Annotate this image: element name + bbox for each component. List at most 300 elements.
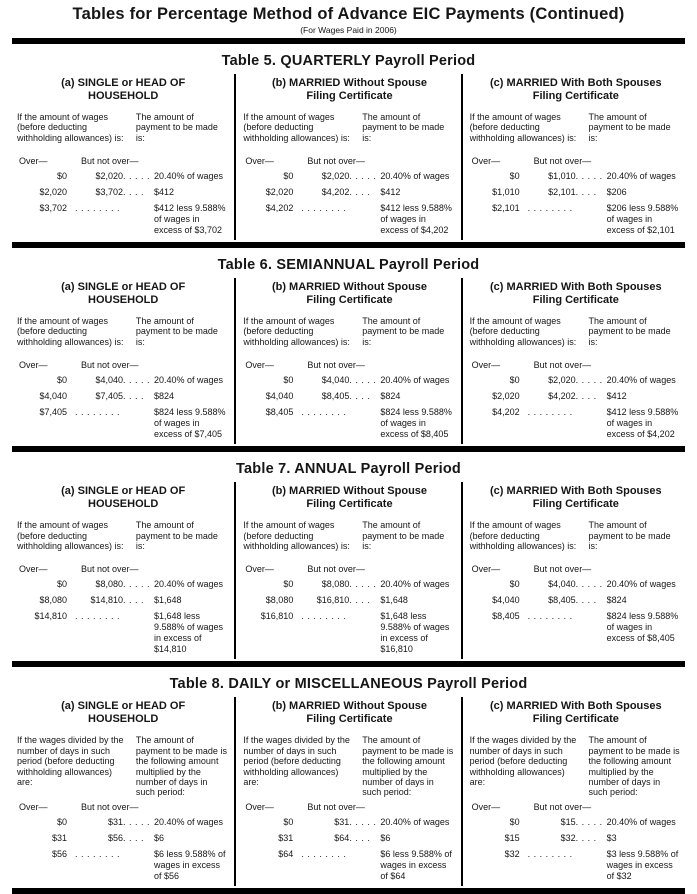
over-amount: $64 <box>278 848 294 859</box>
but-not-over-amount: $2,020 <box>548 375 576 386</box>
but-not-over-cell <box>520 391 604 402</box>
over-amount: $7,405 <box>39 407 67 418</box>
panel-heading-line2: HOUSEHOLD <box>88 294 159 307</box>
panel-heading <box>470 77 682 103</box>
but-not-over-column-label: But not over— <box>81 564 139 575</box>
dot-leader: . . . . . . . . <box>75 203 121 214</box>
payment-amount: $1,648 <box>154 595 182 606</box>
rate-row <box>17 203 229 236</box>
table-title: Table 5. QUARTERLY Payroll Period <box>221 53 476 69</box>
payment-amount: 20.40% of wages <box>380 816 450 827</box>
over-column-label: Over— <box>245 801 274 812</box>
but-not-over-column-label: But not over— <box>307 801 365 812</box>
dot-leader: . . . . . <box>349 579 377 590</box>
but-not-over-amount: $4,202 <box>321 187 350 198</box>
rate-row <box>243 391 455 402</box>
but-not-over-amount: $8,405 <box>548 595 576 606</box>
payment-condition-label: The amount of payment to be made is: <box>588 316 671 347</box>
payment-condition-label: The amount of payment to be made is the following amount multiplied by the number of days in such period: <box>135 735 227 798</box>
wages-condition-label: If the amount of wages (before deducting withholding allowances) is: <box>17 316 124 347</box>
section-rule-bar <box>12 446 685 452</box>
rate-row <box>17 833 229 844</box>
rate-row <box>470 595 682 606</box>
panel-heading-line1: (a) SINGLE or HEAD OF <box>61 281 186 294</box>
payment-amount: 20.40% of wages <box>606 579 676 590</box>
dot-leader: . . . . . <box>349 816 377 827</box>
over-amount: $0 <box>56 816 67 827</box>
but-not-over-cell <box>293 375 377 386</box>
payment-condition-label: The amount of payment to be made is the following amount multiplied by the number of days in such period: <box>362 735 454 798</box>
payment-condition-label: The amount of payment to be made is: <box>588 111 671 143</box>
but-not-over-amount: $4,202 <box>548 391 576 402</box>
dot-leader: . . . . <box>123 832 145 843</box>
rate-row <box>470 375 682 386</box>
dot-leader: . . . . . <box>349 375 377 386</box>
document-title: Tables for Percentage Method of Advance EIC Payments (Continued) <box>72 5 625 23</box>
panel-condition-labels <box>243 112 455 143</box>
rate-row <box>470 611 682 644</box>
panel-heading <box>243 77 455 103</box>
column-labels <box>243 156 455 166</box>
over-amount: $8,405 <box>492 611 520 622</box>
dot-leader: . . . . <box>123 595 145 606</box>
rate-row <box>17 391 229 402</box>
but-not-over-cell <box>520 187 604 198</box>
rate-rows <box>17 171 229 236</box>
column-labels <box>243 360 455 370</box>
but-not-over-amount: $7,405 <box>95 391 123 402</box>
payment-amount: $206 <box>606 187 627 198</box>
over-column-label: Over— <box>471 156 501 167</box>
tables-container <box>0 53 697 894</box>
but-not-over-amount: $56 <box>107 832 123 843</box>
but-not-over-cell <box>293 171 377 182</box>
rate-rows <box>470 171 682 236</box>
but-not-over-amount: $15 <box>560 816 576 827</box>
dot-leader: . . . . . <box>123 171 151 182</box>
dot-leader: . . . . . <box>123 816 151 827</box>
panel-heading-line1: (c) MARRIED With Both Spouses <box>490 281 662 294</box>
but-not-over-cell <box>520 171 604 182</box>
panel-condition-labels <box>470 520 682 551</box>
over-amount: $2,020 <box>492 391 520 402</box>
dot-leader: . . . . . <box>575 816 603 827</box>
but-not-over-cell <box>520 407 604 440</box>
panel-heading-line2: Filing Certificate <box>306 713 393 726</box>
rate-row <box>17 849 229 882</box>
dot-leader: . . . . . <box>575 171 603 182</box>
over-amount: $4,202 <box>492 407 520 418</box>
dot-leader: . . . . <box>349 832 371 843</box>
rate-row <box>17 375 229 386</box>
rate-row <box>470 391 682 402</box>
wages-condition-label: If the amount of wages (before deducting withholding allowances) is: <box>17 111 124 143</box>
wages-condition-label: If the amount of wages (before deducting withholding allowances) is: <box>469 520 577 551</box>
filing-status-panel <box>461 74 687 240</box>
panel-heading <box>17 485 229 511</box>
table-title: Table 6. SEMIANNUAL Payroll Period <box>217 257 480 274</box>
payment-amount: 20.40% of wages <box>154 171 224 182</box>
dot-leader: . . . . <box>575 391 597 402</box>
but-not-over-amount: $32 <box>560 832 576 843</box>
panel-condition-labels <box>243 735 455 798</box>
over-amount: $32 <box>504 848 520 859</box>
wages-condition-label: If the amount of wages (before deducting withholding allowances) is: <box>17 520 124 551</box>
payment-amount: 20.40% of wages <box>380 375 450 386</box>
panel-heading-line2: Filing Certificate <box>532 498 619 511</box>
section-rule-bar <box>12 661 685 667</box>
payment-amount: 20.40% of wages <box>380 579 450 590</box>
rate-row <box>243 579 455 590</box>
filing-status-panel <box>234 482 460 659</box>
but-not-over-cell <box>67 579 151 590</box>
payment-amount: 20.40% of wages <box>606 171 676 182</box>
over-column-label: Over— <box>471 801 501 812</box>
dot-leader: . . . . . . . . <box>527 203 573 214</box>
rate-row <box>17 595 229 606</box>
payment-amount: $3 less 9.588% of wages in excess of $32 <box>606 848 679 881</box>
wages-condition-label: If the wages divided by the number of days in such period (before deducting withholding allowances) are: <box>469 735 577 787</box>
filing-status-panel <box>234 278 460 444</box>
column-labels <box>17 802 229 812</box>
rate-row <box>17 187 229 198</box>
dot-leader: . . . . <box>575 595 597 606</box>
over-column-label: Over— <box>19 360 48 371</box>
but-not-over-cell <box>520 833 604 844</box>
but-not-over-amount: $1,010 <box>548 171 576 182</box>
payment-amount: $3 <box>606 832 617 843</box>
rate-row <box>470 817 682 828</box>
rate-rows <box>17 375 229 440</box>
payment-amount: $824 <box>380 391 401 402</box>
but-not-over-column-label: But not over— <box>533 564 592 575</box>
payroll-table-section <box>0 257 697 452</box>
dot-leader: . . . . . . . . <box>301 203 347 214</box>
payroll-table-section <box>0 53 697 248</box>
over-amount: $15 <box>504 832 520 843</box>
panel-heading-line2: HOUSEHOLD <box>88 713 159 726</box>
filing-status-panel <box>10 278 234 444</box>
panel-condition-labels <box>17 735 229 798</box>
rate-rows <box>470 375 682 440</box>
panel-heading <box>17 77 229 103</box>
over-amount: $0 <box>509 375 520 386</box>
rate-row <box>243 817 455 828</box>
filing-status-panel <box>10 697 234 885</box>
rate-row <box>243 833 455 844</box>
rate-row <box>243 375 455 386</box>
payment-condition-label: The amount of payment to be made is: <box>135 316 218 347</box>
over-amount: $4,040 <box>39 391 67 402</box>
but-not-over-cell <box>67 391 151 402</box>
panel-heading <box>470 700 682 726</box>
payment-condition-label: The amount of payment to be made is: <box>362 111 445 143</box>
rate-rows <box>470 579 682 644</box>
table-panels <box>10 74 687 240</box>
but-not-over-cell <box>67 203 151 236</box>
over-amount: $0 <box>509 579 520 590</box>
but-not-over-amount: $4,040 <box>548 579 576 590</box>
table-title: Table 7. ANNUAL Payroll Period <box>236 461 461 478</box>
rate-row <box>470 579 682 590</box>
wages-condition-label: If the amount of wages (before deducting withholding allowances) is: <box>469 111 577 143</box>
panel-condition-labels <box>470 735 682 798</box>
panel-heading <box>470 281 682 307</box>
rate-row <box>17 407 229 440</box>
rate-rows <box>17 817 229 882</box>
over-amount: $3,702 <box>39 203 67 214</box>
dot-leader: . . . . . . . . <box>527 848 573 859</box>
panel-condition-labels <box>17 520 229 551</box>
over-amount: $0 <box>509 171 520 182</box>
panel-heading-line1: (a) SINGLE or HEAD OF <box>61 77 186 89</box>
column-labels <box>17 564 229 574</box>
rate-row <box>470 203 682 236</box>
panel-heading-line2: Filing Certificate <box>532 89 619 102</box>
panel-heading-line1: (c) MARRIED With Both Spouses <box>490 485 662 498</box>
over-amount: $1,010 <box>492 187 520 198</box>
wages-condition-label: If the wages divided by the number of days in such period (before deducting withholding allowances) are: <box>17 735 124 787</box>
but-not-over-amount: $8,405 <box>321 391 350 402</box>
panel-heading-line1: (b) MARRIED Without Spouse <box>271 77 428 89</box>
panel-heading <box>470 485 682 511</box>
payment-amount: $412 less 9.588% of wages in excess of $3,702 <box>154 203 226 236</box>
but-not-over-amount: $8,080 <box>95 579 123 590</box>
section-rule-bar <box>12 888 685 894</box>
dot-leader: . . . . . . . . <box>527 407 573 418</box>
dot-leader: . . . . . <box>575 375 603 386</box>
payment-amount: $824 less 9.588% of wages in excess of $7,405 <box>154 407 226 440</box>
panel-condition-labels <box>17 316 229 347</box>
panel-heading-line1: (a) SINGLE or HEAD OF <box>61 485 186 498</box>
payment-amount: $1,648 <box>380 595 408 606</box>
panel-heading-line2: Filing Certificate <box>306 89 393 102</box>
column-labels <box>470 564 682 574</box>
payroll-table-section <box>0 676 697 893</box>
filing-status-panel <box>461 482 687 659</box>
over-amount: $0 <box>56 375 67 386</box>
over-column-label: Over— <box>471 360 501 371</box>
but-not-over-cell <box>520 849 604 882</box>
dot-leader: . . . . <box>349 391 371 402</box>
panel-heading-line1: (b) MARRIED Without Spouse <box>271 700 428 713</box>
over-column-label: Over— <box>245 564 274 575</box>
payment-amount: $1,648 less 9.588% of wages in excess of $14,810 <box>154 611 224 655</box>
but-not-over-amount: $31 <box>334 816 350 827</box>
header-rule-bar <box>12 38 685 44</box>
section-rule-bar <box>12 242 685 248</box>
rate-row <box>17 579 229 590</box>
but-not-over-amount: $2,020 <box>95 171 123 182</box>
rate-row <box>243 611 455 655</box>
column-labels <box>470 802 682 812</box>
over-amount: $0 <box>283 375 294 386</box>
but-not-over-cell <box>293 187 377 198</box>
dot-leader: . . . . . <box>123 375 151 386</box>
column-labels <box>243 802 455 812</box>
rate-row <box>243 407 455 440</box>
but-not-over-amount: $8,080 <box>321 579 350 590</box>
but-not-over-column-label: But not over— <box>307 360 365 371</box>
but-not-over-amount: $16,810 <box>316 595 350 606</box>
but-not-over-column-label: But not over— <box>307 156 365 167</box>
over-amount: $4,040 <box>265 391 294 402</box>
panel-heading-line1: (b) MARRIED Without Spouse <box>271 281 428 294</box>
column-labels <box>470 156 682 166</box>
but-not-over-column-label: But not over— <box>81 156 139 167</box>
payment-amount: $412 <box>606 391 627 402</box>
but-not-over-amount: $64 <box>334 832 350 843</box>
payment-amount: $412 <box>380 187 401 198</box>
panel-heading-line1: (b) MARRIED Without Spouse <box>271 485 428 498</box>
over-column-label: Over— <box>19 564 48 575</box>
dot-leader: . . . . . . . . <box>301 848 347 859</box>
column-labels <box>17 360 229 370</box>
over-amount: $4,202 <box>265 203 294 214</box>
but-not-over-cell <box>67 817 151 828</box>
over-amount: $2,101 <box>492 203 520 214</box>
rate-rows <box>243 375 455 440</box>
but-not-over-cell <box>67 187 151 198</box>
dot-leader: . . . . . <box>123 579 151 590</box>
filing-status-panel <box>461 278 687 444</box>
filing-status-panel <box>10 482 234 659</box>
over-column-label: Over— <box>19 156 48 167</box>
payment-amount: 20.40% of wages <box>154 579 224 590</box>
panel-heading-line2: Filing Certificate <box>532 294 619 307</box>
panel-condition-labels <box>470 112 682 143</box>
over-amount: $0 <box>56 171 67 182</box>
over-amount: $0 <box>283 816 294 827</box>
dot-leader: . . . . . . . . <box>75 407 121 418</box>
dot-leader: . . . . <box>349 187 371 198</box>
but-not-over-amount: $14,810 <box>90 595 123 606</box>
panel-heading-line1: (a) SINGLE or HEAD OF <box>61 700 186 713</box>
but-not-over-cell <box>67 407 151 440</box>
panel-heading <box>17 700 229 726</box>
over-amount: $16,810 <box>260 611 294 622</box>
payment-amount: 20.40% of wages <box>380 171 450 182</box>
wages-condition-label: If the amount of wages (before deducting withholding allowances) is: <box>243 520 350 551</box>
payment-amount: $206 less 9.588% of wages in excess of $2,101 <box>606 203 679 236</box>
but-not-over-cell <box>67 849 151 882</box>
rate-row <box>243 187 455 198</box>
over-column-label: Over— <box>471 564 501 575</box>
over-amount: $0 <box>283 579 294 590</box>
panel-heading <box>243 700 455 726</box>
payment-amount: $6 less 9.588% of wages in excess of $56 <box>154 848 226 881</box>
dot-leader: . . . . <box>349 595 371 606</box>
rate-row <box>243 203 455 236</box>
but-not-over-column-label: But not over— <box>307 564 365 575</box>
over-column-label: Over— <box>19 801 48 812</box>
rate-rows <box>470 817 682 882</box>
rate-row <box>243 171 455 182</box>
over-amount: $4,040 <box>492 595 520 606</box>
table-panels <box>10 278 687 444</box>
payment-amount: 20.40% of wages <box>154 375 224 386</box>
but-not-over-column-label: But not over— <box>533 360 592 371</box>
but-not-over-cell <box>293 849 377 882</box>
over-amount: $2,020 <box>39 187 67 198</box>
but-not-over-cell <box>293 833 377 844</box>
but-not-over-amount: $4,040 <box>95 375 123 386</box>
but-not-over-column-label: But not over— <box>81 801 139 812</box>
but-not-over-cell <box>67 611 151 655</box>
but-not-over-cell <box>293 391 377 402</box>
rate-row <box>470 833 682 844</box>
panel-heading-line2: HOUSEHOLD <box>88 89 159 102</box>
but-not-over-cell <box>67 595 151 606</box>
over-amount: $8,080 <box>39 595 67 606</box>
panel-heading <box>243 281 455 307</box>
over-amount: $2,020 <box>265 187 294 198</box>
rate-row <box>243 595 455 606</box>
dot-leader: . . . . . . . . <box>75 611 121 622</box>
over-amount: $31 <box>51 832 67 843</box>
dot-leader: . . . . <box>575 832 597 843</box>
table-title: Table 8. DAILY or MISCELLANEOUS Payroll Period <box>169 676 528 693</box>
rate-row <box>470 407 682 440</box>
payment-condition-label: The amount of payment to be made is the following amount multiplied by the number of days in such period: <box>588 735 680 798</box>
payment-amount: $824 <box>606 595 627 606</box>
payment-amount: $824 less 9.588% of wages in excess of $8,405 <box>606 611 679 644</box>
document-header <box>0 5 697 35</box>
but-not-over-cell <box>520 375 604 386</box>
but-not-over-cell <box>293 407 377 440</box>
but-not-over-amount: $2,101 <box>548 187 576 198</box>
payment-amount: $1,648 less 9.588% of wages in excess of $16,810 <box>380 611 450 655</box>
filing-status-panel <box>234 697 460 885</box>
rate-rows <box>243 171 455 236</box>
but-not-over-cell <box>67 171 151 182</box>
filing-status-panel <box>234 74 460 240</box>
payment-amount: $6 <box>154 832 165 843</box>
rate-row <box>17 817 229 828</box>
payroll-table-section <box>0 461 697 667</box>
payment-amount: 20.40% of wages <box>154 816 224 827</box>
rate-row <box>470 171 682 182</box>
but-not-over-cell <box>293 595 377 606</box>
dot-leader: . . . . . . . . <box>301 611 347 622</box>
dot-leader: . . . . . . . . <box>75 848 121 859</box>
but-not-over-column-label: But not over— <box>81 360 139 371</box>
over-column-label: Over— <box>245 360 274 371</box>
panel-heading <box>243 485 455 511</box>
over-column-label: Over— <box>245 156 274 167</box>
table-panels <box>10 482 687 659</box>
but-not-over-column-label: But not over— <box>533 156 592 167</box>
but-not-over-cell <box>67 833 151 844</box>
payment-amount: $412 less 9.588% of wages in excess of $4,202 <box>606 407 679 440</box>
rate-rows <box>243 579 455 655</box>
column-labels <box>470 360 682 370</box>
payment-condition-label: The amount of payment to be made is: <box>362 316 445 347</box>
but-not-over-cell <box>293 203 377 236</box>
document-subtitle: (For Wages Paid in 2006) <box>300 25 397 35</box>
but-not-over-amount: $31 <box>107 816 123 827</box>
panel-heading-line2: Filing Certificate <box>306 294 393 307</box>
dot-leader: . . . . <box>123 187 145 198</box>
but-not-over-cell <box>293 579 377 590</box>
panel-heading-line1: (c) MARRIED With Both Spouses <box>490 700 662 713</box>
but-not-over-cell <box>520 611 604 644</box>
panel-heading <box>17 281 229 307</box>
dot-leader: . . . . <box>123 391 145 402</box>
over-amount: $0 <box>56 579 67 590</box>
dot-leader: . . . . <box>575 187 597 198</box>
panel-condition-labels <box>243 316 455 347</box>
